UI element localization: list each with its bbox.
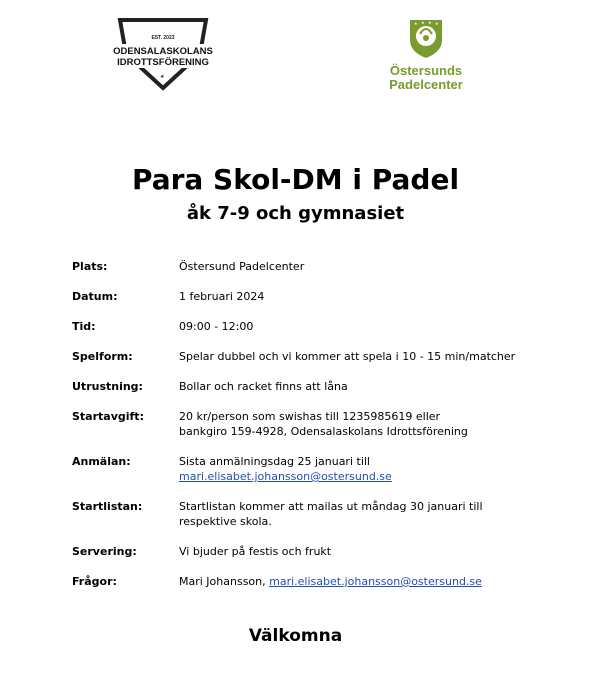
page-subtitle: åk 7-9 och gymnasiet — [186, 203, 405, 224]
row-startlistan — [72, 499, 532, 529]
ostersunds-padelcenter-logo — [388, 16, 464, 96]
row-anmalan — [72, 454, 532, 484]
odensalaskolans-logo — [108, 14, 218, 92]
row-label: Datum: — [72, 290, 118, 303]
opc-line2: Padelcenter — [389, 77, 463, 92]
row-value: 20 kr/person som swishas till 1235985619 eller — [179, 410, 441, 423]
row-value: 1 februari 2024 — [179, 290, 265, 303]
row-value: Vi bjuder på festis och frukt — [179, 545, 332, 558]
row-value: Sista anmälningsdag 25 januari till — [179, 455, 370, 468]
row-label: Startlistan: — [72, 500, 143, 513]
row-spelform — [72, 349, 532, 364]
row-label: Tid: — [72, 320, 96, 333]
page-title: Para Skol-DM i Padel — [131, 163, 460, 196]
row-datum — [72, 289, 532, 304]
row-fragor — [72, 574, 532, 589]
row-value: Bollar och racket finns att låna — [179, 380, 348, 393]
row-value-line2: respektive skola. — [179, 515, 272, 528]
row-tid — [72, 319, 532, 334]
row-value: Spelar dubbel och vi kommer att spela i 10 - 15 min/matcher — [179, 350, 516, 363]
row-value: Mari Johansson, — [179, 575, 270, 588]
row-label: Servering: — [72, 545, 137, 558]
ois-line2: IDROTTSFÖRENING — [117, 57, 209, 68]
email-link[interactable]: mari.elisabet.johansson@ostersund.se — [269, 575, 482, 588]
svg-text:★: ★ — [435, 21, 439, 26]
info-table — [72, 259, 532, 589]
svg-text:★: ★ — [414, 21, 418, 26]
svg-text:★: ★ — [160, 74, 165, 80]
row-label: Startavgift: — [72, 410, 144, 423]
svg-text:★: ★ — [148, 74, 153, 80]
row-utrustning — [72, 379, 532, 394]
row-label: Spelform: — [72, 350, 133, 363]
row-value: 09:00 - 12:00 — [179, 320, 254, 333]
row-label: Frågor: — [72, 575, 117, 588]
opc-line1: Östersunds — [389, 63, 463, 78]
row-startavgift — [72, 409, 532, 439]
ois-est-text: EST. 2023 — [151, 35, 175, 41]
row-label: Plats: — [72, 260, 108, 273]
padel-shield-icon — [406, 16, 446, 60]
ois-line1: ODENSALASKOLANS — [113, 46, 213, 57]
row-label: Utrustning: — [72, 380, 143, 393]
welcome-text: Välkomna — [248, 626, 343, 646]
svg-text:★: ★ — [172, 74, 177, 80]
svg-text:★: ★ — [421, 20, 425, 25]
email-link[interactable]: mari.elisabet.johansson@ostersund.se — [179, 470, 392, 483]
row-servering — [72, 544, 532, 559]
row-value: Östersund Padelcenter — [179, 260, 305, 273]
row-value: Startlistan kommer att mailas ut måndag 30 januari till — [179, 500, 483, 513]
row-label: Anmälan: — [72, 455, 131, 468]
row-value-line2: bankgiro 159-4928, Odensalaskolans Idrottsförening — [179, 425, 468, 438]
svg-text:★: ★ — [428, 20, 432, 25]
row-plats — [72, 259, 532, 274]
